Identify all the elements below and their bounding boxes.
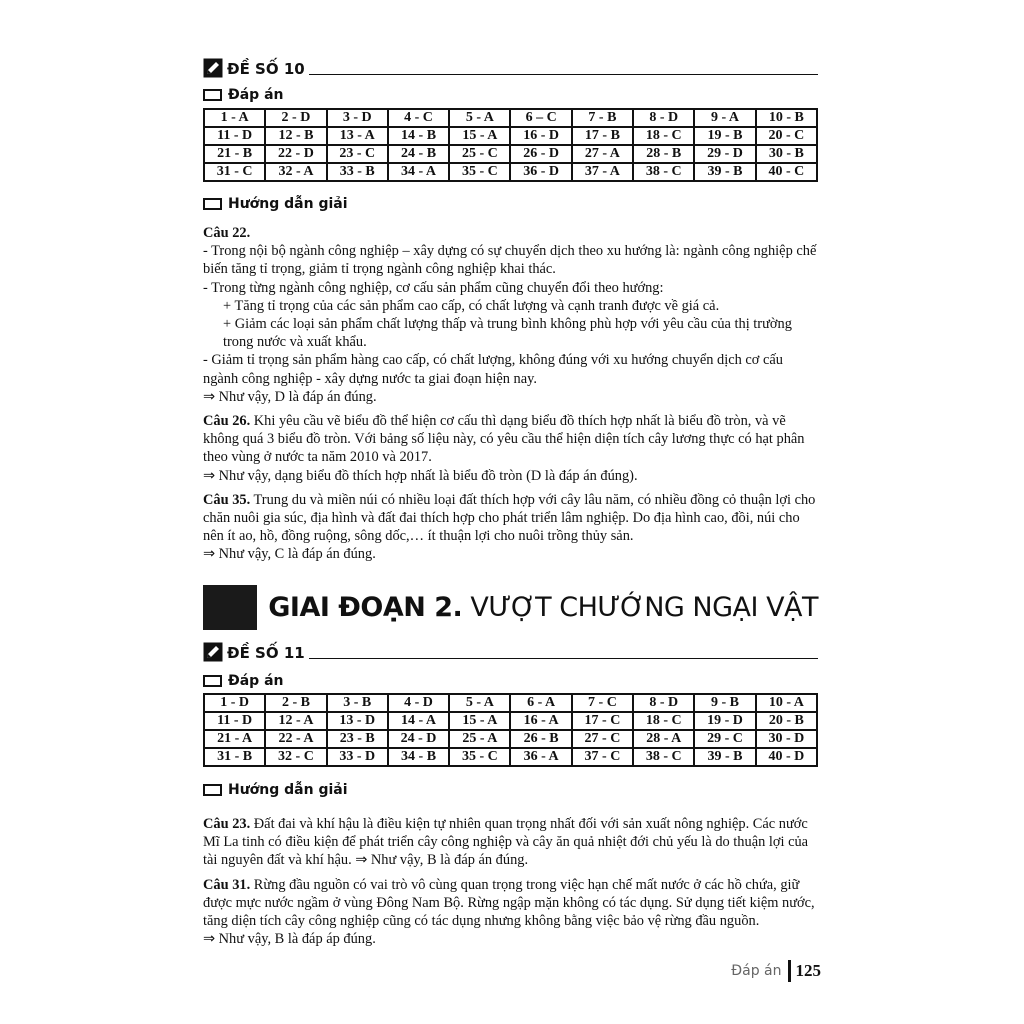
stage-title xyxy=(268,593,818,623)
answer-cell: 4 - C xyxy=(388,109,449,127)
answer-cell: 38 - C xyxy=(633,748,694,766)
answer-cell: 6 - A xyxy=(510,694,571,712)
answer-cell: 39 - B xyxy=(694,748,755,766)
table-row xyxy=(204,163,817,181)
paragraph: - Trong từng ngành công nghiệp, cơ cấu sản phẩm cũng chuyển đổi theo hướng: xyxy=(203,279,664,296)
answer-cell: 9 - A xyxy=(694,109,755,127)
stage-banner xyxy=(203,585,818,630)
table-row xyxy=(204,730,817,748)
answer-cell: 13 - A xyxy=(327,127,388,145)
answer-cell: 34 - B xyxy=(388,748,449,766)
answer-cell: 33 - B xyxy=(327,163,388,181)
answer-cell: 2 - D xyxy=(265,109,326,127)
answer-cell: 24 - D xyxy=(388,730,449,748)
paragraph: + Giảm các loại sản phẩm chất lượng thấp và trung bình không phù hợp với yêu cầu của thị trường xyxy=(223,316,792,333)
answer-cell: 8 - D xyxy=(633,109,694,127)
answer-cell: 31 - B xyxy=(204,748,265,766)
conclusion: ⇒ Như vậy, B là đáp áp đúng. xyxy=(203,931,376,948)
answer-cell: 26 - B xyxy=(510,730,571,748)
answers-heading xyxy=(203,671,284,691)
question-title: Câu 31. xyxy=(203,876,251,893)
stage-title-light: VƯỢT CHƯỚNG NGẠI VẬT xyxy=(462,591,818,623)
answer-cell: 3 - B xyxy=(327,694,388,712)
answer-cell: 21 - B xyxy=(204,145,265,163)
answer-cell: 17 - C xyxy=(572,712,633,730)
box-icon xyxy=(203,784,222,796)
pencil-icon xyxy=(203,58,223,78)
answer-cell: 31 - C xyxy=(204,163,265,181)
box-icon xyxy=(203,89,222,101)
answer-cell: 39 - B xyxy=(694,163,755,181)
answer-cell: 13 - D xyxy=(327,712,388,730)
question-title: Câu 23. xyxy=(203,816,251,832)
answer-cell: 36 - A xyxy=(510,748,571,766)
question-paragraph xyxy=(203,491,818,546)
answer-cell: 29 - D xyxy=(694,145,755,163)
answer-cell: 27 - C xyxy=(572,730,633,748)
answer-cell: 6 – C xyxy=(510,109,571,127)
answers-label: Đáp án xyxy=(228,673,284,689)
answer-cell: 23 - B xyxy=(327,730,388,748)
answer-cell: 16 - D xyxy=(510,127,571,145)
table-row xyxy=(204,145,817,163)
table-row xyxy=(204,109,817,127)
question-title: Câu 35. xyxy=(203,491,251,508)
guide-heading xyxy=(203,780,348,800)
answer-cell: 26 - D xyxy=(510,145,571,163)
answer-cell: 11 - D xyxy=(204,127,265,145)
guide-label: Hướng dẫn giải xyxy=(228,196,348,212)
answer-cell: 4 - D xyxy=(388,694,449,712)
answer-cell: 25 - C xyxy=(449,145,510,163)
table-row xyxy=(204,694,817,712)
stage-title-bold: GIAI ĐOẠN 2. xyxy=(268,591,463,623)
answer-cell: 12 - A xyxy=(265,712,326,730)
paragraph: - Giảm tỉ trọng sản phẩm hàng cao cấp, có chất lượng, không đúng với xu hướng chuyển dịch cơ cấu ngành công nghiệp - xây dựng nước ta giai đoạn hiện nay. xyxy=(203,352,783,387)
answer-cell: 37 - A xyxy=(572,163,633,181)
answer-cell: 23 - C xyxy=(327,145,388,163)
answer-cell: 35 - C xyxy=(449,748,510,766)
answer-cell: 36 - D xyxy=(510,163,571,181)
answer-cell: 8 - D xyxy=(633,694,694,712)
section-heading-de-11 xyxy=(203,638,818,662)
answer-cell: 11 - D xyxy=(204,712,265,730)
answer-cell: 12 - B xyxy=(265,127,326,145)
answer-cell: 33 - D xyxy=(327,748,388,766)
question-text: Đất đai và khí hậu là điều kiện tự nhiên quan trọng nhất đối với sản xuất nông nghiệp. Các nước Mĩ La tinh có điều kiện để phát triển cây công nghiệp và cây ăn quả nhiệt đới chủ yếu là do thuận lợi của tài nguyên đất và khí hậu. ⇒ Như vậy, B là đáp án đúng. xyxy=(203,816,809,869)
paragraph: - Trong nội bộ ngành công nghiệp – xây dựng có sự chuyển dịch theo xu hướng là: ngành công nghiệp chế biến tăng tỉ trọng, giảm tỉ trọng ngành công nghiệp khai thác. xyxy=(203,243,817,278)
answer-cell: 38 - C xyxy=(633,163,694,181)
heading-rule xyxy=(309,658,818,659)
answer-table-de-10 xyxy=(203,108,818,182)
answer-cell: 32 - C xyxy=(265,748,326,766)
section-heading-de-10 xyxy=(203,54,818,78)
box-icon xyxy=(203,198,222,210)
answer-cell: 9 - B xyxy=(694,694,755,712)
question-paragraph xyxy=(203,876,818,931)
pencil-icon xyxy=(203,642,223,662)
answer-cell: 15 - A xyxy=(449,127,510,145)
question-title: Câu 22. xyxy=(203,225,251,241)
conclusion: ⇒ Như vậy, D là đáp án đúng. xyxy=(203,388,377,405)
answer-cell: 24 - B xyxy=(388,145,449,163)
paragraph: + Tăng tỉ trọng của các sản phẩm cao cấp, có chất lượng và cạnh tranh được về giá cả. xyxy=(223,297,720,314)
answer-cell: 19 - D xyxy=(694,712,755,730)
answer-cell: 10 - A xyxy=(756,694,817,712)
answer-cell: 7 - C xyxy=(572,694,633,712)
box-icon xyxy=(203,675,222,687)
answer-cell: 17 - B xyxy=(572,127,633,145)
answer-cell: 25 - A xyxy=(449,730,510,748)
page-number: 125 xyxy=(795,961,821,980)
answer-cell: 20 - B xyxy=(756,712,817,730)
answer-cell: 18 - C xyxy=(633,712,694,730)
solution-text-de-10 xyxy=(203,224,818,564)
table-row xyxy=(204,127,817,145)
question-title: Câu 26. xyxy=(203,413,251,430)
answer-cell: 15 - A xyxy=(449,712,510,730)
answer-cell: 29 - C xyxy=(694,730,755,748)
conclusion: ⇒ Như vậy, C là đáp án đúng. xyxy=(203,546,376,563)
answer-cell: 16 - A xyxy=(510,712,571,730)
footer-divider xyxy=(788,960,791,982)
answer-cell: 22 - A xyxy=(265,730,326,748)
answer-cell: 18 - C xyxy=(633,127,694,145)
answer-cell: 7 - B xyxy=(572,109,633,127)
answer-cell: 35 - C xyxy=(449,163,510,181)
answer-cell: 14 - A xyxy=(388,712,449,730)
page-footer xyxy=(731,958,821,984)
table-row xyxy=(204,748,817,766)
question-paragraph xyxy=(203,815,818,870)
guide-label: Hướng dẫn giải xyxy=(228,782,348,798)
question-text: Trung du và miền núi có nhiều loại đất thích hợp với cây lâu năm, có nhiều đồng cỏ thuận lợi cho chăn nuôi gia súc, địa hình và đất đai thích hợp cho phát triển lâm nghiệp. Do địa hình cao, đồi, núi cho nên ít ao, hồ, đồng ruộng, sông dốc,… ít thuận lợi cho nuôi trồng thủy sản. xyxy=(203,491,816,545)
answers-heading xyxy=(203,85,284,105)
answer-cell: 28 - B xyxy=(633,145,694,163)
answer-cell: 40 - C xyxy=(756,163,817,181)
question-paragraph xyxy=(203,412,818,467)
question-text: Rừng đầu nguồn có vai trò vô cùng quan trọng trong việc hạn chế mất nước ở các hồ chứa, giữ được mực nước ngầm ở vùng Đông Nam Bộ. Rừng ngập mặn không có tác dụng. Sử dụng tiết kiệm nước, tăng diện tích cây công nghiệp cũng có tác dụng nhưng không bằng việc bảo vệ rừng đầu nguồn. xyxy=(203,876,815,930)
answer-cell: 3 - D xyxy=(327,109,388,127)
answer-cell: 2 - B xyxy=(265,694,326,712)
answer-cell: 10 - B xyxy=(756,109,817,127)
footer-label: Đáp án xyxy=(731,963,782,979)
answer-cell: 5 - A xyxy=(449,109,510,127)
answer-cell: 40 - D xyxy=(756,748,817,766)
paragraph: trong nước và xuất khẩu. xyxy=(223,334,367,351)
table-row xyxy=(204,712,817,730)
question-text: Khi yêu cầu vẽ biểu đồ thể hiện cơ cấu thì dạng biểu đồ thích hợp nhất là biểu đồ tròn, và vẽ không quá 3 biểu đồ tròn. Với bảng số liệu này, có yêu cầu thể hiện diện tích cây lương thực có hạt phân theo vùng ở nước ta năm 2010 và 2017. xyxy=(203,413,805,466)
answer-cell: 5 - A xyxy=(449,694,510,712)
section-title: ĐỀ SỐ 11 xyxy=(227,644,305,662)
answers-label: Đáp án xyxy=(228,87,284,103)
answer-cell: 28 - A xyxy=(633,730,694,748)
answer-cell: 1 - D xyxy=(204,694,265,712)
answer-cell: 19 - B xyxy=(694,127,755,145)
answer-cell: 32 - A xyxy=(265,163,326,181)
answer-cell: 27 - A xyxy=(572,145,633,163)
answer-cell: 22 - D xyxy=(265,145,326,163)
section-title: ĐỀ SỐ 10 xyxy=(227,60,305,78)
stage-black-box xyxy=(203,585,257,630)
answer-cell: 30 - D xyxy=(756,730,817,748)
guide-heading xyxy=(203,194,348,214)
answer-cell: 37 - C xyxy=(572,748,633,766)
answer-cell: 30 - B xyxy=(756,145,817,163)
answer-cell: 14 - B xyxy=(388,127,449,145)
heading-rule xyxy=(309,74,818,75)
answer-cell: 34 - A xyxy=(388,163,449,181)
solution-text-de-11 xyxy=(203,815,818,948)
answer-cell: 21 - A xyxy=(204,730,265,748)
answer-table-de-11 xyxy=(203,693,818,767)
answer-cell: 20 - C xyxy=(756,127,817,145)
conclusion: ⇒ Như vậy, dạng biểu đồ thích hợp nhất là biểu đồ tròn (D là đáp án đúng). xyxy=(203,467,638,484)
answer-cell: 1 - A xyxy=(204,109,265,127)
